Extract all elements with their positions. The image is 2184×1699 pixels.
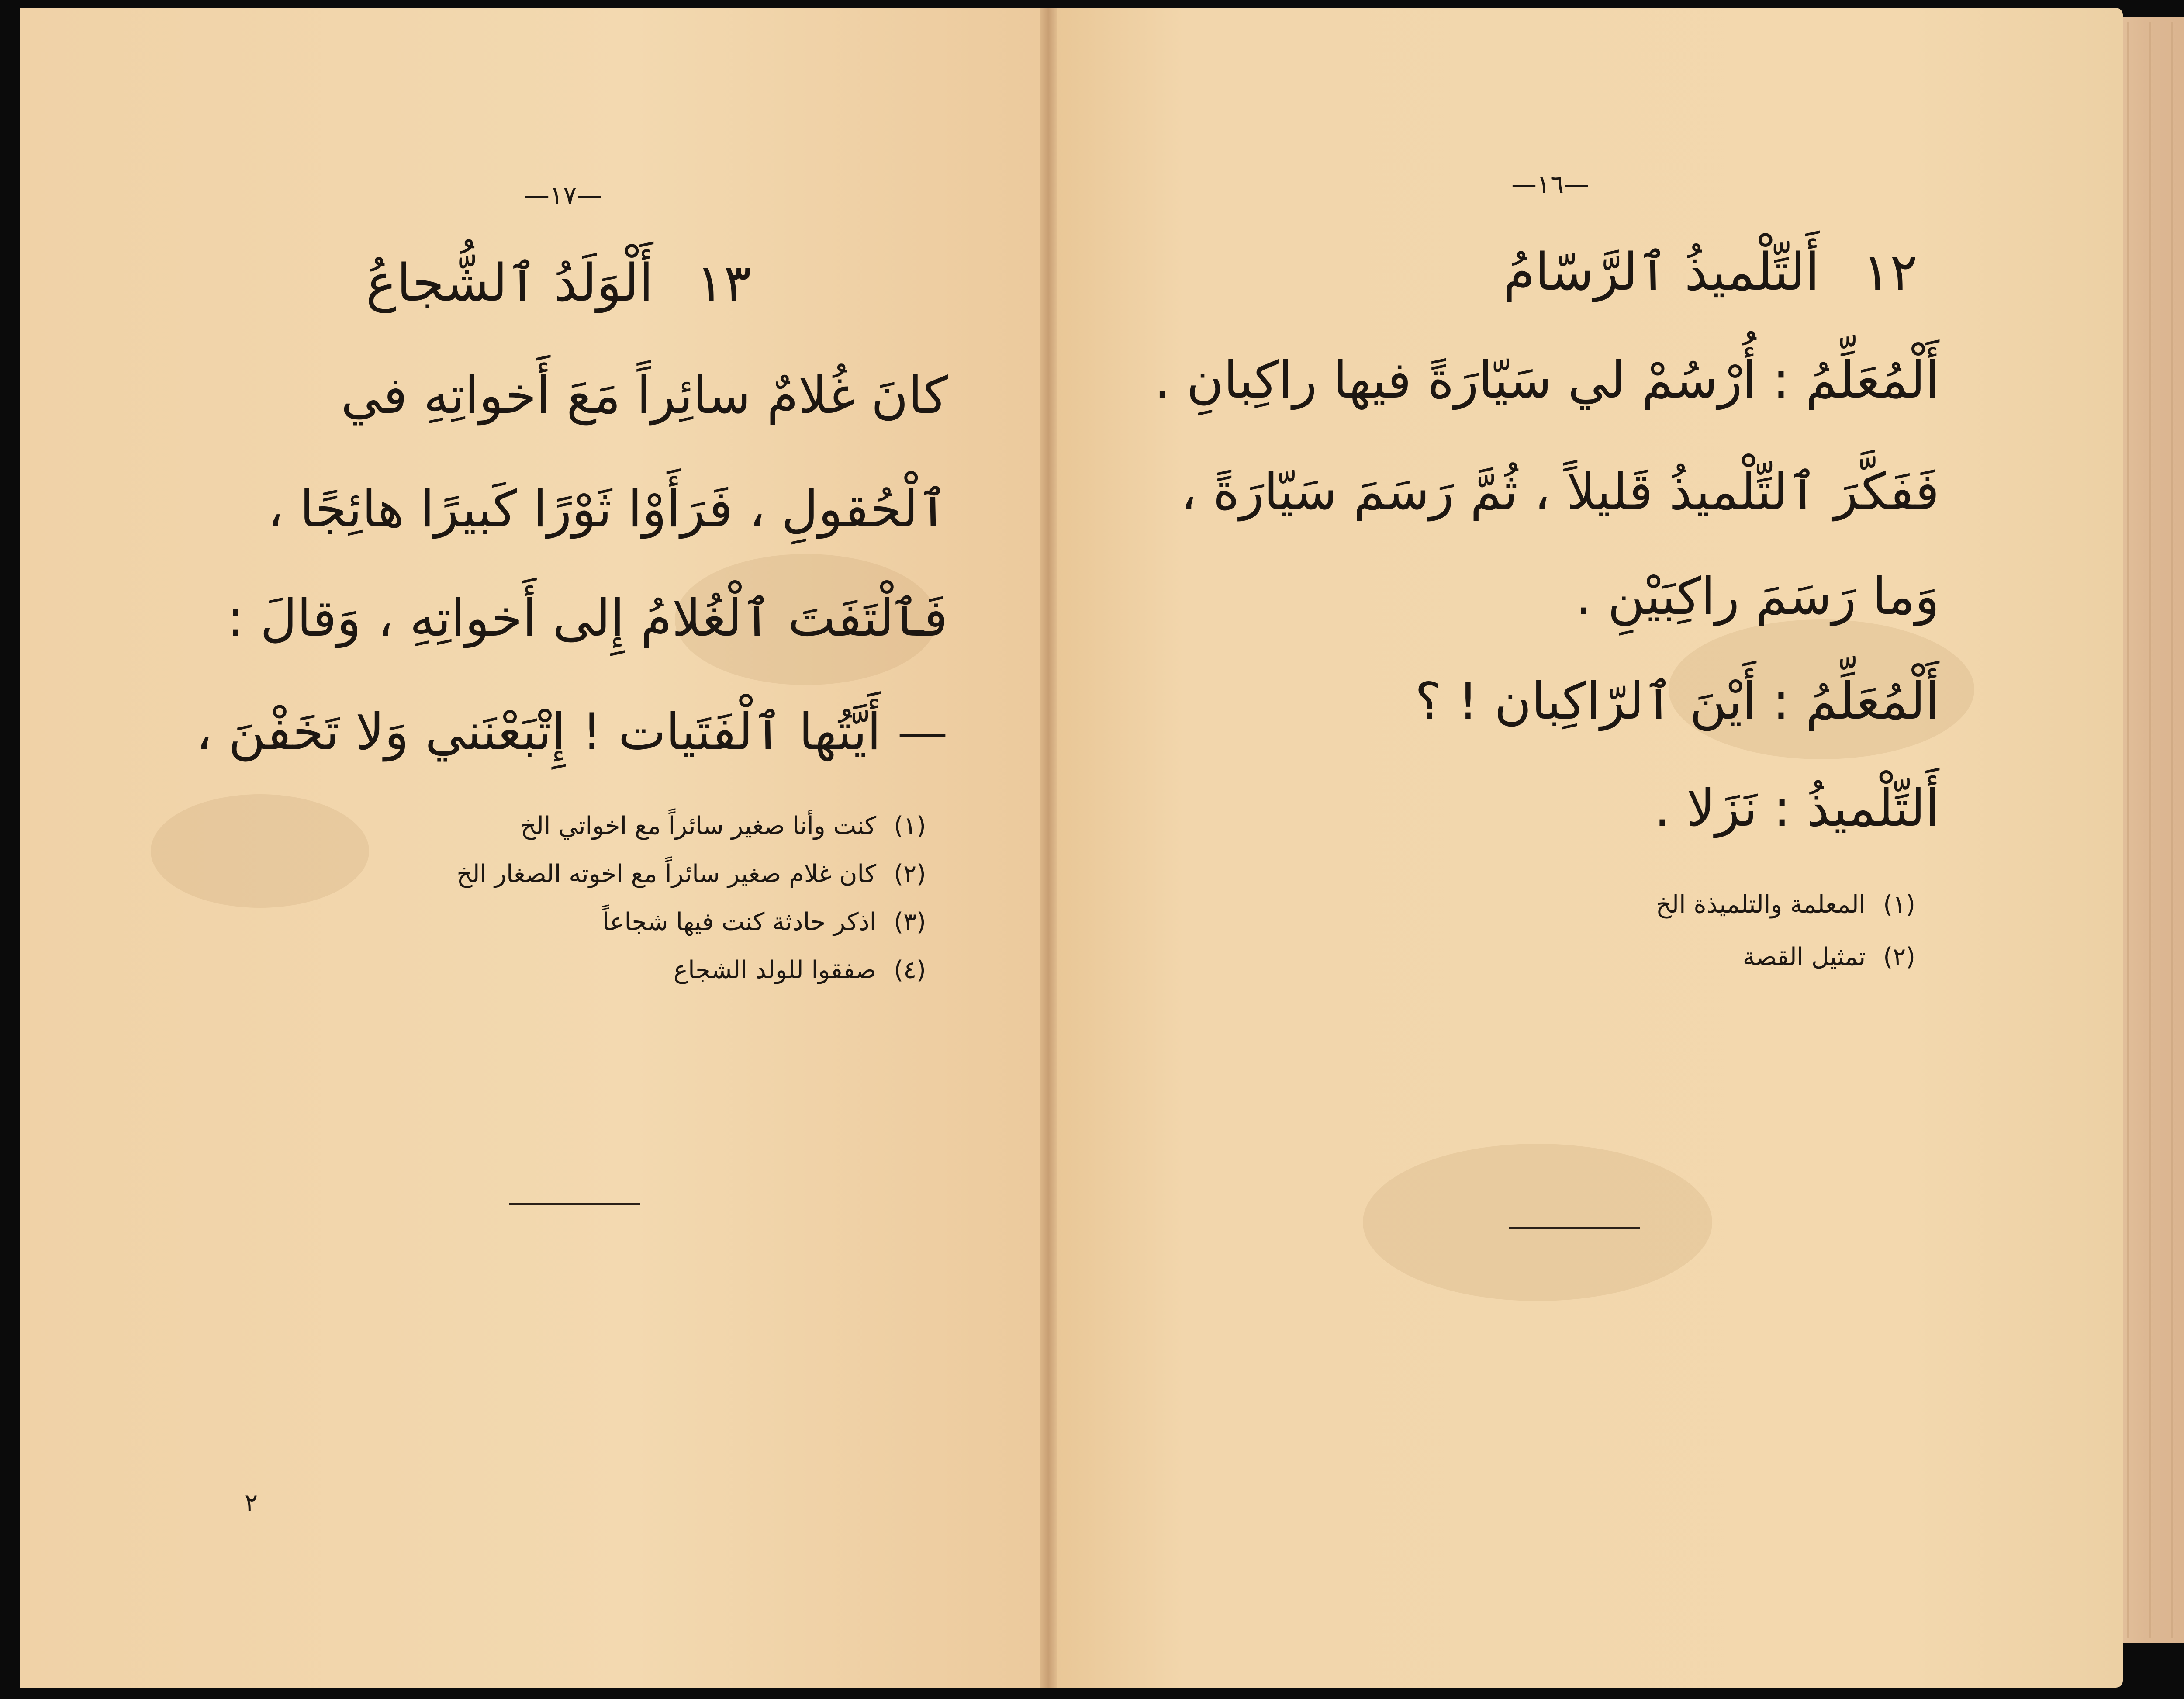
right-page <box>1057 8 2123 1688</box>
exercise-item: (٢)تمثيل القصة <box>1742 943 1915 971</box>
text-line-5: أَلتِّلْميذُ : نَزَلا . <box>1654 779 1939 838</box>
text-line-4: — أَيَّتُها ٱلْفَتَيات ! إِتْبَعْنَني وَلا تَخَفْنَ ، <box>196 702 948 761</box>
signature-mark: ٢ <box>245 1489 258 1517</box>
page-number: —١٧— <box>524 180 602 210</box>
text-line-2: ٱلْحُقولِ ، فَرَأَوْا ثَوْرًا كَبيرًا هائِجًا ، <box>267 480 948 539</box>
exercise-item: (٣)اذكر حادثة كنت فيها شجاعاً <box>602 908 926 936</box>
page-title <box>1503 242 1918 302</box>
title-number: ١٢ <box>1862 242 1918 302</box>
exercise-item: (١)المعلمة والتلميذة الخ <box>1655 890 1915 919</box>
text-line-1: أَلْمُعَلِّمُ : أُرْسُمْ لي سَيّارَةً فيها راكِبانِ . <box>1154 351 1939 410</box>
page-number: —١٦— <box>1511 170 1590 199</box>
exercise-item: (٢)كان غلام صغير سائراً مع اخوته الصغار الخ <box>456 860 926 888</box>
page-title <box>366 253 751 313</box>
left-page <box>20 8 1040 1688</box>
closing-rule <box>1509 1227 1640 1229</box>
exercise-item: (١)كنت وأنا صغير سائراً مع اخواتي الخ <box>520 812 926 840</box>
title-text: أَلْوَلَدُ ٱلشُّجاعُ <box>366 253 653 313</box>
text-line-4: أَلْمُعَلِّمُ : أَيْنَ ٱلرّاكِبان ! ؟ <box>1415 672 1939 731</box>
text-line-3: وَما رَسَمَ راكِبَيْنِ . <box>1575 567 1939 626</box>
text-line-1: كانَ غُلامٌ سائِراً مَعَ أَخواتِهِ في <box>341 366 948 425</box>
exercise-item: (٤)صفقوا للولد الشجاع <box>673 956 926 984</box>
text-line-3: فَٱلْتَفَتَ ٱلْغُلامُ إِلى أَخواتِهِ ، وَقالَ : <box>227 589 948 648</box>
closing-rule <box>509 1203 640 1205</box>
book-gutter <box>1040 8 1057 1688</box>
title-text: أَلتِّلْميذُ ٱلرَّسّامُ <box>1503 242 1820 302</box>
title-number: ١٣ <box>696 253 751 313</box>
text-line-2: فَفَكَّرَ ٱلتِّلْميذُ قَليلاً ، ثُمَّ رَسَمَ سَيّارَةً ، <box>1180 462 1939 521</box>
